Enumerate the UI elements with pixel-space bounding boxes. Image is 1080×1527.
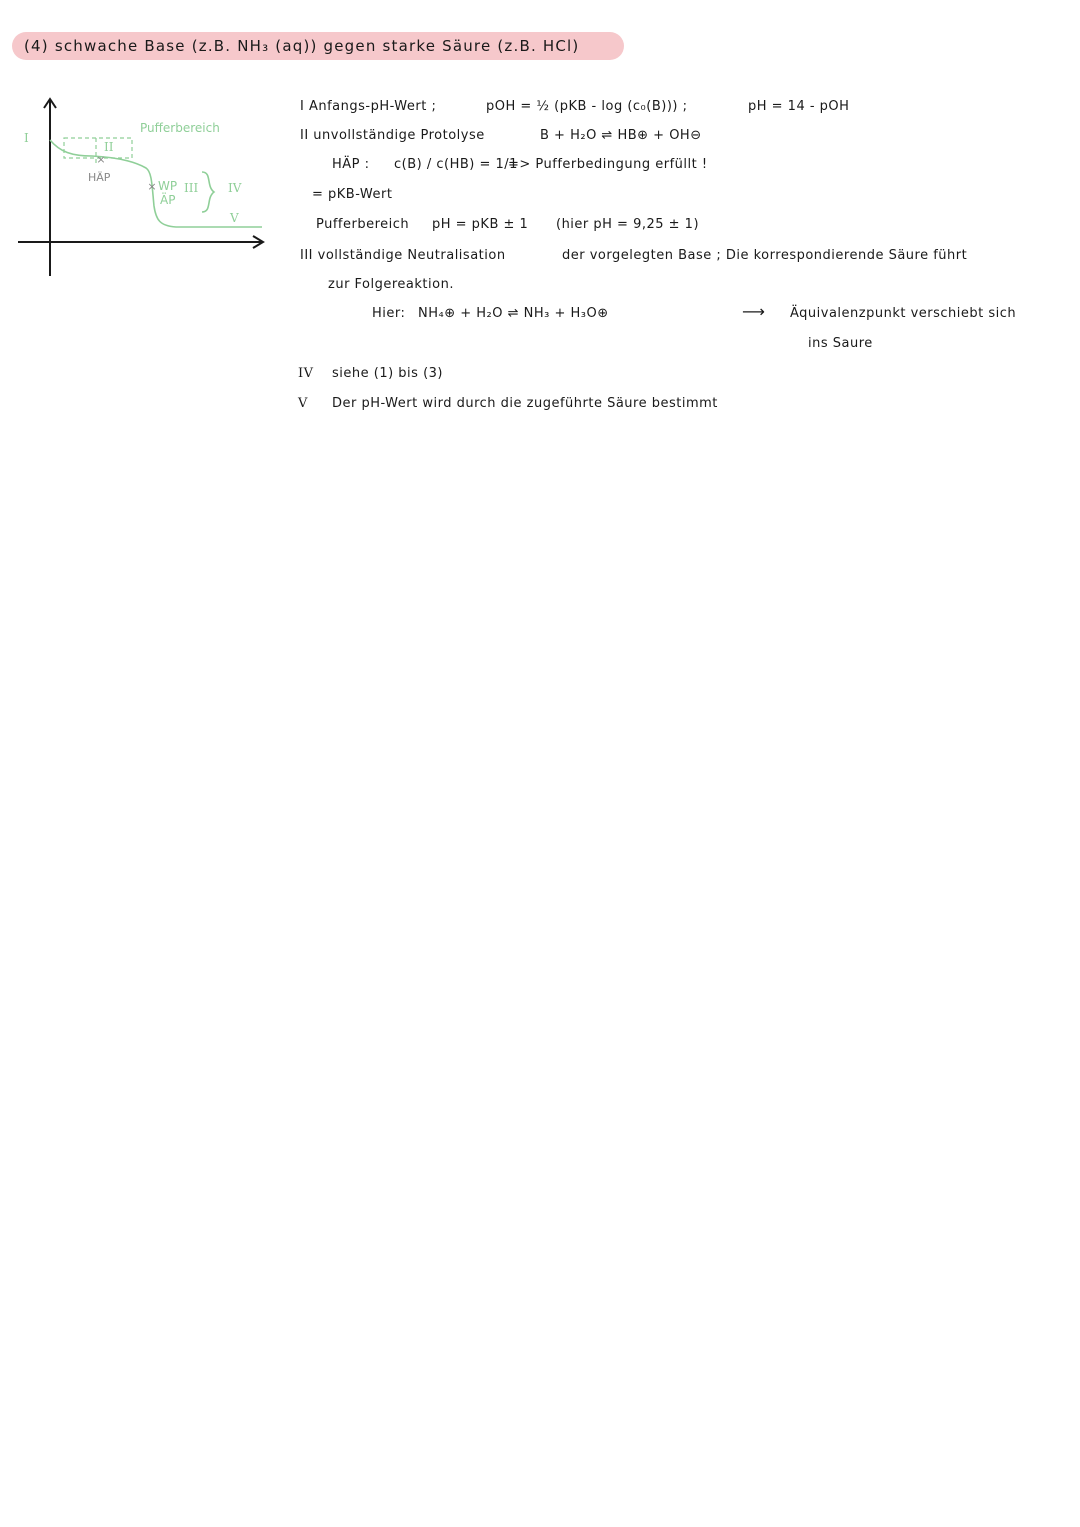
line-10-label: IV (298, 366, 314, 381)
line-4: = pKB-Wert (312, 187, 393, 202)
region-brace (202, 172, 214, 212)
line-5-note: (hier pH = 9,25 ± 1) (556, 217, 700, 232)
line-1-label: I Anfangs-pH-Wert ; (300, 99, 437, 114)
line-5-formula: pH = pKB ± 1 (432, 217, 529, 232)
line-10-text: siehe (1) bis (3) (332, 366, 443, 381)
haep-cross: × (96, 153, 106, 166)
line-3-haep: HÄP : (332, 157, 370, 172)
line-8-reaction: NH₄⊕ + H₂O ⇌ NH₃ + H₃O⊕ (418, 306, 609, 321)
wp-cross: × (147, 180, 157, 193)
line-3-result: => Pufferbedingung erfüllt ! (508, 157, 708, 172)
roman-2-label: II (104, 140, 114, 154)
pufferbereich-label: Pufferbereich (140, 121, 220, 135)
line-2-label: II unvollständige Protolyse (300, 128, 485, 143)
wp-label: WP (158, 179, 178, 193)
roman-3-label: III (184, 181, 199, 195)
line-6-label: III vollständige Neutralisation (300, 248, 506, 263)
line-8-arrow: ⟶ (742, 302, 766, 321)
titration-curve-sketch (0, 80, 290, 290)
line-6-text: der vorgelegten Base ; Die korrespondierende Säure führt (562, 248, 968, 263)
line-5-label: Pufferbereich (316, 217, 410, 232)
line-7: zur Folgereaktion. (328, 277, 454, 292)
line-1-ph: pH = 14 - pOH (748, 99, 850, 114)
line-8-result: Äquivalenzpunkt verschiebt sich (790, 306, 1017, 321)
line-2-reaction: B + H₂O ⇌ HB⊕ + OH⊖ (540, 128, 702, 143)
line-11-text: Der pH-Wert wird durch die zugeführte Säure bestimmt (332, 396, 718, 411)
line-11-label: V (298, 396, 308, 411)
line-8-hier: Hier: (372, 306, 406, 321)
roman-1-label: I (24, 131, 29, 145)
page-title: (4) schwache Base (z.B. NH₃ (aq)) gegen starke Säure (z.B. HCl) (24, 37, 580, 55)
roman-5-label: V (230, 211, 239, 225)
haep-label: HÄP (88, 171, 111, 184)
line-9: ins Saure (808, 336, 873, 351)
roman-4-label: IV (228, 181, 242, 195)
line-1-formula: pOH = ½ (pKB - log (c₀(B))) ; (486, 99, 688, 114)
line-3-ratio: c(B) / c(HB) = 1/1 (394, 157, 518, 172)
aep-label: ÄP (160, 193, 176, 207)
